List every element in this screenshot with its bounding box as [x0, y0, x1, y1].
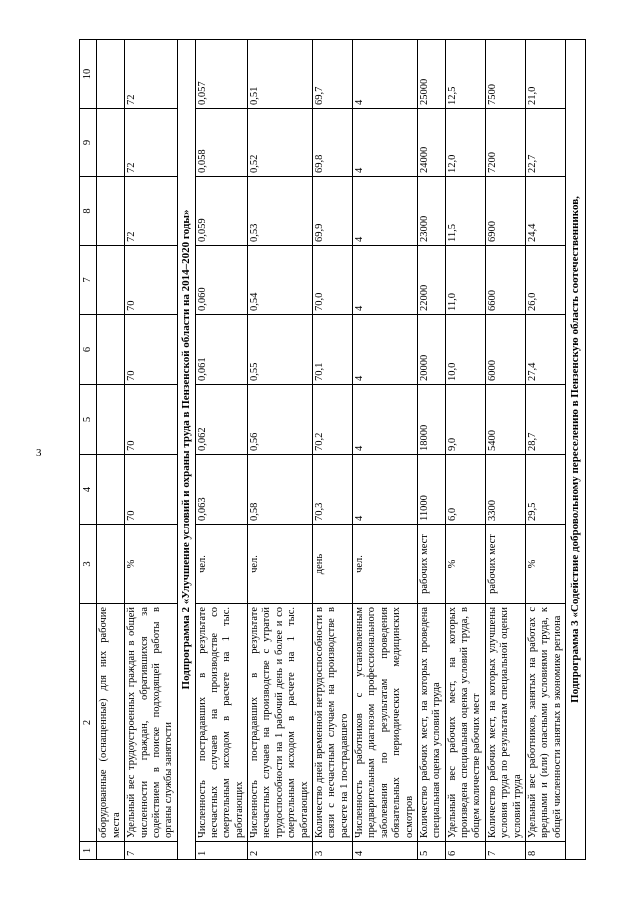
header-cell: 7	[80, 246, 97, 315]
table-row	[445, 40, 485, 860]
value-cell: 22,7	[525, 109, 565, 177]
page-number: 3	[36, 447, 42, 459]
unit-cell: %	[445, 525, 485, 604]
value-cell: 6600	[485, 246, 525, 315]
value-cell	[97, 40, 125, 109]
row-number-cell: 5	[417, 842, 445, 860]
value-cell: 22000	[417, 246, 445, 315]
value-cell: 18000	[417, 385, 445, 455]
value-cell: 4	[353, 315, 418, 385]
value-cell: 4	[353, 246, 418, 315]
value-cell: 70,0	[312, 246, 352, 315]
unit-cell: %	[125, 525, 178, 604]
value-cell: 70,1	[312, 315, 352, 385]
value-cell: 21,0	[525, 40, 565, 109]
header-cell: 5	[80, 385, 97, 455]
value-cell: 70	[125, 455, 178, 525]
unit-cell	[97, 525, 125, 604]
value-cell: 70	[125, 246, 178, 315]
value-cell: 0,063	[195, 455, 248, 525]
value-cell: 70,2	[312, 385, 352, 455]
header-cell: 8	[80, 177, 97, 246]
value-cell: 28,7	[525, 385, 565, 455]
value-cell: 70,3	[312, 455, 352, 525]
row-number-cell	[97, 842, 125, 860]
subprogram-title-row	[566, 40, 586, 860]
value-cell: 0,53	[248, 177, 313, 246]
value-cell: 20000	[417, 315, 445, 385]
table-row	[485, 40, 525, 860]
row-number-cell: 3	[312, 842, 352, 860]
value-cell: 24,4	[525, 177, 565, 246]
header-cell: 4	[80, 455, 97, 525]
value-cell: 72	[125, 109, 178, 177]
value-cell: 3300	[485, 455, 525, 525]
value-cell: 69,8	[312, 109, 352, 177]
table-body	[80, 40, 586, 860]
value-cell: 0,060	[195, 246, 248, 315]
value-cell: 11,5	[445, 177, 485, 246]
unit-cell: рабочих мест	[485, 525, 525, 604]
value-cell	[97, 109, 125, 177]
indicators-table	[79, 39, 586, 860]
rotated-table-container	[79, 40, 582, 860]
table-row	[312, 40, 352, 860]
value-cell	[97, 455, 125, 525]
value-cell: 0,58	[248, 455, 313, 525]
value-cell: 0,54	[248, 246, 313, 315]
table-row	[417, 40, 445, 860]
value-cell: 6900	[485, 177, 525, 246]
row-number-cell: 1	[195, 842, 248, 860]
row-number-cell: 2	[248, 842, 313, 860]
unit-cell: %	[525, 525, 565, 604]
value-cell: 4	[353, 109, 418, 177]
value-cell: 4	[353, 177, 418, 246]
indicator-description-cell: Удельный вес работников, занятых на работах с вредными и (или) опасными условиями труда, к общей численности занятых в экономике региона	[525, 604, 565, 842]
header-cell: 2	[80, 604, 97, 842]
value-cell: 72	[125, 177, 178, 246]
header-cell: 9	[80, 109, 97, 177]
value-cell: 29,5	[525, 455, 565, 525]
value-cell: 23000	[417, 177, 445, 246]
value-cell: 7200	[485, 109, 525, 177]
indicator-description-cell: Количество рабочих мест, на которых проведена специальная оценка условий труда	[417, 604, 445, 842]
value-cell: 7500	[485, 40, 525, 109]
value-cell: 5400	[485, 385, 525, 455]
unit-cell: рабочих мест	[417, 525, 445, 604]
value-cell: 4	[353, 385, 418, 455]
header-cell: 6	[80, 315, 97, 385]
subprogram-title: Подпрограмма 3 «Содействие добровольному переселению в Пензенскую область соотечественников,	[566, 40, 586, 860]
subprogram-title-row	[177, 40, 195, 860]
value-cell: 4	[353, 455, 418, 525]
value-cell	[97, 385, 125, 455]
value-cell: 10,0	[445, 315, 485, 385]
header-cell: 3	[80, 525, 97, 604]
value-cell: 0,55	[248, 315, 313, 385]
value-cell: 70	[125, 315, 178, 385]
value-cell	[97, 246, 125, 315]
value-cell: 11000	[417, 455, 445, 525]
unit-cell: чел.	[195, 525, 248, 604]
indicator-description-cell: Удельный вес трудоустроенных граждан в общей численности граждан, обратившихся за содействием в поиске подходящей работы в органы службы занятости	[125, 604, 178, 842]
value-cell: 6,0	[445, 455, 485, 525]
indicator-description-cell: Численность работников с установленным предварительным диагнозом профессионального заболевания по результатам проведения обязательных периодических медицинских осмотров	[353, 604, 418, 842]
value-cell: 0,061	[195, 315, 248, 385]
indicator-description-cell: оборудованные (оснащенные) для них рабочие места	[97, 604, 125, 842]
value-cell: 9,0	[445, 385, 485, 455]
header-cell: 1	[80, 842, 97, 860]
header-row	[80, 40, 97, 860]
value-cell: 12,0	[445, 109, 485, 177]
table-row	[248, 40, 313, 860]
value-cell: 4	[353, 40, 418, 109]
row-number-cell: 6	[445, 842, 485, 860]
row-number-cell: 7	[125, 842, 178, 860]
value-cell: 0,56	[248, 385, 313, 455]
row-number-cell: 7	[485, 842, 525, 860]
value-cell: 12,5	[445, 40, 485, 109]
value-cell: 25000	[417, 40, 445, 109]
unit-cell: день	[312, 525, 352, 604]
indicator-description-cell: Количество рабочих мест, на которых улучшены условия труда по результатам специальной оценки условий труда	[485, 604, 525, 842]
value-cell: 69,9	[312, 177, 352, 246]
row-number-cell: 8	[525, 842, 565, 860]
unit-cell: чел.	[248, 525, 313, 604]
value-cell: 11,0	[445, 246, 485, 315]
indicator-description-cell: Удельный вес рабочих мест, на которых произведена специальная оценка условий труда, в общем количестве рабочих мест	[445, 604, 485, 842]
value-cell: 27,4	[525, 315, 565, 385]
subprogram-title: Подпрограмма 2 «Улучшение условий и охраны труда в Пензенской области на 2014–2020 годы»	[177, 40, 195, 860]
table-row	[195, 40, 248, 860]
indicator-description-cell: Численность пострадавших в результате несчастных случаев на производстве с утратой трудоспособности на 1 рабочий день и более и со смертельным исходом в расчете на 1 тыс. работающих	[248, 604, 313, 842]
header-cell: 10	[80, 40, 97, 109]
indicator-description-cell: Количество дней временной нетрудоспособности в связи с несчастным случаем на производстве в расчете на 1 пострадавшего	[312, 604, 352, 842]
value-cell: 0,51	[248, 40, 313, 109]
value-cell: 0,062	[195, 385, 248, 455]
value-cell: 0,058	[195, 109, 248, 177]
value-cell: 70	[125, 385, 178, 455]
value-cell: 0,52	[248, 109, 313, 177]
value-cell	[97, 315, 125, 385]
value-cell: 26,0	[525, 246, 565, 315]
table-row	[125, 40, 178, 860]
value-cell: 0,057	[195, 40, 248, 109]
table-row	[353, 40, 418, 860]
indicator-description-cell: Численность пострадавших в результате несчастных случаев на производстве со смертельным исходом в расчете на 1 тыс. работающих	[195, 604, 248, 842]
value-cell: 69,7	[312, 40, 352, 109]
table-row	[525, 40, 565, 860]
value-cell: 24000	[417, 109, 445, 177]
unit-cell: чел.	[353, 525, 418, 604]
value-cell: 0,059	[195, 177, 248, 246]
row-number-cell: 4	[353, 842, 418, 860]
table-row	[97, 40, 125, 860]
value-cell: 72	[125, 40, 178, 109]
value-cell: 6000	[485, 315, 525, 385]
value-cell	[97, 177, 125, 246]
